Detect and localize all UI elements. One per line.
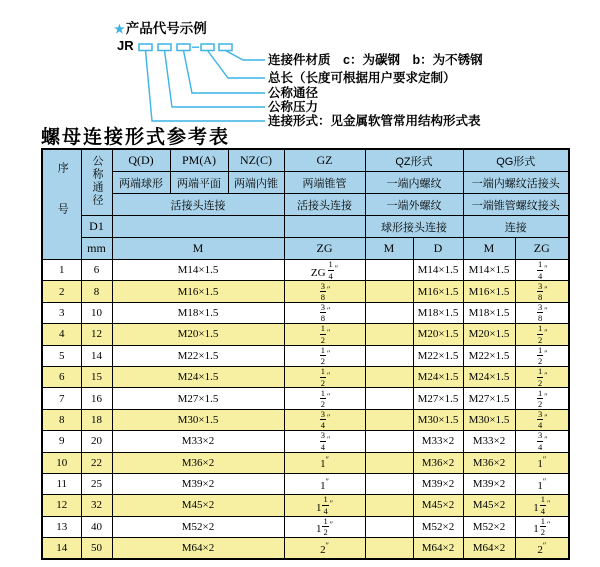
code-box-5 <box>219 44 232 51</box>
cell-qg-m: M16×1.5 <box>463 281 515 302</box>
code-box-2 <box>158 44 171 51</box>
table-row <box>42 366 569 387</box>
cell-qg-m: M22×1.5 <box>463 345 515 366</box>
cell-m: M14×1.5 <box>112 260 284 281</box>
table-row <box>42 302 569 323</box>
cell-m: M18×1.5 <box>112 302 284 323</box>
header-nz-sub: 两端内锥 <box>228 172 284 194</box>
cell-dn: 40 <box>81 516 112 537</box>
header-col-q: Q(D) <box>112 149 170 172</box>
diagram-label-length: 总长（长度可根据用户要求定制） <box>268 71 456 85</box>
cell-gz: 1 $\frac{1}{4}$ ″ <box>284 495 365 516</box>
cell-qg-m: M24×1.5 <box>463 366 515 387</box>
cell-gz: $\frac{3}{4}$ ″ <box>284 431 365 452</box>
star-icon: ★ <box>114 22 125 36</box>
cell-qg-zg: 1″ <box>515 473 569 494</box>
cell-serial: 3 <box>42 302 81 323</box>
cell-qg-zg: $\frac{1}{2}$ ″ <box>515 345 569 366</box>
cell-dn: 15 <box>81 366 112 387</box>
diagram-label-material: 连接件材质 c：为碳钢 b：为不锈钢 <box>268 53 483 67</box>
cell-dn: 22 <box>81 452 112 473</box>
cell-m: M64×2 <box>112 538 284 560</box>
cell-serial: 2 <box>42 281 81 302</box>
diagram-label-connection-form: 连接形式：见金属软管常用结构形式表 <box>268 114 481 128</box>
cell-qz-d: M36×2 <box>413 452 463 473</box>
header-d1: D1 <box>81 216 112 238</box>
cell-qz-m <box>365 495 413 516</box>
header-qz-sub2: 一端外螺纹 <box>365 194 463 216</box>
header-empty-1 <box>112 216 284 238</box>
code-box-4 <box>201 44 214 51</box>
cell-qg-m: M20×1.5 <box>463 324 515 345</box>
cell-qz-m <box>365 302 413 323</box>
header-empty-2 <box>284 216 365 238</box>
table-row <box>42 452 569 473</box>
product-code-example-title <box>114 17 207 37</box>
table-row <box>42 516 569 537</box>
header-col-nz: NZ(C) <box>228 149 284 172</box>
cell-serial: 7 <box>42 388 81 409</box>
cell-gz: $\frac{3}{4}$ ″ <box>284 409 365 430</box>
cell-m: M30×1.5 <box>112 409 284 430</box>
nut-connection-reference-table <box>41 148 570 560</box>
header-gz-union-connection: 活接头连接 <box>284 194 365 216</box>
cell-qg-zg: 2″ <box>515 538 569 560</box>
cell-qz-m <box>365 452 413 473</box>
cell-serial: 14 <box>42 538 81 560</box>
code-box-1 <box>139 44 152 51</box>
cell-m: M52×2 <box>112 516 284 537</box>
cell-dn: 10 <box>81 302 112 323</box>
cell-dn: 16 <box>81 388 112 409</box>
cell-qz-m <box>365 281 413 302</box>
header-qg-zg: ZG <box>515 238 569 260</box>
cell-dn: 50 <box>81 538 112 560</box>
cell-qz-m <box>365 516 413 537</box>
cell-qg-zg: $\frac{1}{2}$ ″ <box>515 324 569 345</box>
cell-qg-zg: $\frac{3}{8}$ ″ <box>515 281 569 302</box>
cell-dn: 20 <box>81 431 112 452</box>
diagram-label-pressure: 公称压力 <box>268 100 319 114</box>
cell-serial: 11 <box>42 473 81 494</box>
header-qg-sub2: 一端锥管螺纹接头 <box>463 194 569 216</box>
cell-m: M16×1.5 <box>112 281 284 302</box>
header-mm: mm <box>81 238 112 260</box>
cell-qg-m: M33×2 <box>463 431 515 452</box>
header-zg-thread: ZG <box>284 238 365 260</box>
cell-gz: 2″ <box>284 538 365 560</box>
cell-qg-zg: 1″ <box>515 452 569 473</box>
cell-qg-m: M27×1.5 <box>463 388 515 409</box>
header-col-pm: PM(A) <box>170 149 228 172</box>
cell-dn: 12 <box>81 324 112 345</box>
table-row <box>42 538 569 560</box>
cell-m: M24×1.5 <box>112 366 284 387</box>
cell-qg-zg: $\frac{1}{2}$ ″ <box>515 366 569 387</box>
cell-gz: 1″ <box>284 452 365 473</box>
header-qg-connection: 连接 <box>463 216 569 238</box>
header-m-thread: M <box>112 238 284 260</box>
cell-qz-d: M14×1.5 <box>413 260 463 281</box>
cell-qz-d: M45×2 <box>413 495 463 516</box>
table-row <box>42 324 569 345</box>
table-title: 螺母连接形式参考表 <box>41 126 231 148</box>
cell-serial: 5 <box>42 345 81 366</box>
cell-qz-m <box>365 366 413 387</box>
cell-qz-d: M39×2 <box>413 473 463 494</box>
cell-qz-m <box>365 431 413 452</box>
cell-qz-m <box>365 260 413 281</box>
table-row <box>42 260 569 281</box>
cell-qg-zg: 1 $\frac{1}{2}$ ″ <box>515 516 569 537</box>
cell-qz-d: M20×1.5 <box>413 324 463 345</box>
product-code-example-text: 产品代号示例 <box>125 21 207 36</box>
header-q-sub: 两端球形 <box>112 172 170 194</box>
code-prefix: JR <box>117 38 134 53</box>
table-row <box>42 345 569 366</box>
header-serial-no: 序号 <box>42 149 81 260</box>
header-qg-sub: 一端内螺纹活接头 <box>463 172 569 194</box>
cell-m: M45×2 <box>112 495 284 516</box>
header-nominal-diameter: 公称通径 <box>81 149 112 216</box>
cell-gz: $\frac{1}{2}$ ″ <box>284 345 365 366</box>
table-header <box>42 149 569 260</box>
table-row <box>42 431 569 452</box>
header-qg-m: M <box>463 238 515 260</box>
cell-serial: 4 <box>42 324 81 345</box>
cell-qz-m <box>365 409 413 430</box>
cell-dn: 18 <box>81 409 112 430</box>
table-row <box>42 409 569 430</box>
cell-qg-zg: $\frac{1}{2}$ ″ <box>515 388 569 409</box>
cell-qg-m: M64×2 <box>463 538 515 560</box>
cell-dn: 25 <box>81 473 112 494</box>
cell-qg-m: M39×2 <box>463 473 515 494</box>
cell-gz: 1 $\frac{1}{2}$ ″ <box>284 516 365 537</box>
cell-qz-d: M52×2 <box>413 516 463 537</box>
cell-qg-m: M52×2 <box>463 516 515 537</box>
cell-qz-m <box>365 538 413 560</box>
connector-line-diameter <box>184 51 266 94</box>
cell-gz: $\frac{1}{2}$ ″ <box>284 366 365 387</box>
cell-dn: 6 <box>81 260 112 281</box>
cell-qz-d: M18×1.5 <box>413 302 463 323</box>
cell-gz: 1″ <box>284 473 365 494</box>
cell-qz-d: M16×1.5 <box>413 281 463 302</box>
cell-serial: 13 <box>42 516 81 537</box>
cell-qz-d: M27×1.5 <box>413 388 463 409</box>
cell-qz-m <box>365 388 413 409</box>
diagram-label-diameter: 公称通径 <box>268 86 319 100</box>
connector-line-form <box>146 51 266 122</box>
cell-qg-m: M45×2 <box>463 495 515 516</box>
header-qz-d: D <box>413 238 463 260</box>
header-col-gz: GZ <box>284 149 365 172</box>
connector-line-material <box>226 51 266 61</box>
connector-line-pressure <box>165 51 266 108</box>
header-qz-sub: 一端内螺纹 <box>365 172 463 194</box>
cell-qg-m: M30×1.5 <box>463 409 515 430</box>
cell-dn: 8 <box>81 281 112 302</box>
table-row <box>42 473 569 494</box>
cell-m: M39×2 <box>112 473 284 494</box>
cell-serial: 6 <box>42 366 81 387</box>
cell-dn: 32 <box>81 495 112 516</box>
cell-qg-zg: $\frac{3}{4}$ ″ <box>515 409 569 430</box>
cell-qz-d: M22×1.5 <box>413 345 463 366</box>
cell-serial: 1 <box>42 260 81 281</box>
header-pm-sub: 两端平面 <box>170 172 228 194</box>
connector-line-length <box>208 51 266 79</box>
code-box-3 <box>177 44 190 51</box>
header-gz-sub: 两端锥管 <box>284 172 365 194</box>
cell-m: M20×1.5 <box>112 324 284 345</box>
table-row <box>42 388 569 409</box>
cell-qz-d: M24×1.5 <box>413 366 463 387</box>
header-qz-m: M <box>365 238 413 260</box>
cell-gz: ZG $\frac{1}{4}$ ″ <box>284 260 365 281</box>
cell-qg-zg: $\frac{3}{4}$ ″ <box>515 431 569 452</box>
cell-m: M22×1.5 <box>112 345 284 366</box>
cell-qg-m: M14×1.5 <box>463 260 515 281</box>
cell-serial: 10 <box>42 452 81 473</box>
cell-dn: 14 <box>81 345 112 366</box>
header-col-qz: QZ形式 <box>365 149 463 172</box>
cell-m: M27×1.5 <box>112 388 284 409</box>
cell-qg-zg: 1 $\frac{1}{4}$ ″ <box>515 495 569 516</box>
cell-m: M33×2 <box>112 431 284 452</box>
cell-qz-m <box>365 473 413 494</box>
table-body <box>42 260 569 560</box>
cell-gz: $\frac{1}{2}$ ″ <box>284 324 365 345</box>
cell-gz: $\frac{1}{2}$ ″ <box>284 388 365 409</box>
table-row <box>42 281 569 302</box>
cell-qz-m <box>365 345 413 366</box>
cell-qz-d: M30×1.5 <box>413 409 463 430</box>
table-row <box>42 495 569 516</box>
cell-qg-m: M36×2 <box>463 452 515 473</box>
header-qz-connection: 球形接头连接 <box>365 216 463 238</box>
cell-m: M36×2 <box>112 452 284 473</box>
cell-serial: 9 <box>42 431 81 452</box>
cell-serial: 12 <box>42 495 81 516</box>
cell-gz: $\frac{3}{8}$ ″ <box>284 281 365 302</box>
cell-qz-d: M64×2 <box>413 538 463 560</box>
header-col-qg: QG形式 <box>463 149 569 172</box>
header-union-connection: 活接头连接 <box>112 194 284 216</box>
cell-qg-zg: $\frac{1}{4}$ ″ <box>515 260 569 281</box>
cell-qz-d: M33×2 <box>413 431 463 452</box>
cell-qz-m <box>365 324 413 345</box>
cell-gz: $\frac{3}{8}$ ″ <box>284 302 365 323</box>
cell-qg-m: M18×1.5 <box>463 302 515 323</box>
cell-serial: 8 <box>42 409 81 430</box>
cell-qg-zg: $\frac{3}{8}$ ″ <box>515 302 569 323</box>
